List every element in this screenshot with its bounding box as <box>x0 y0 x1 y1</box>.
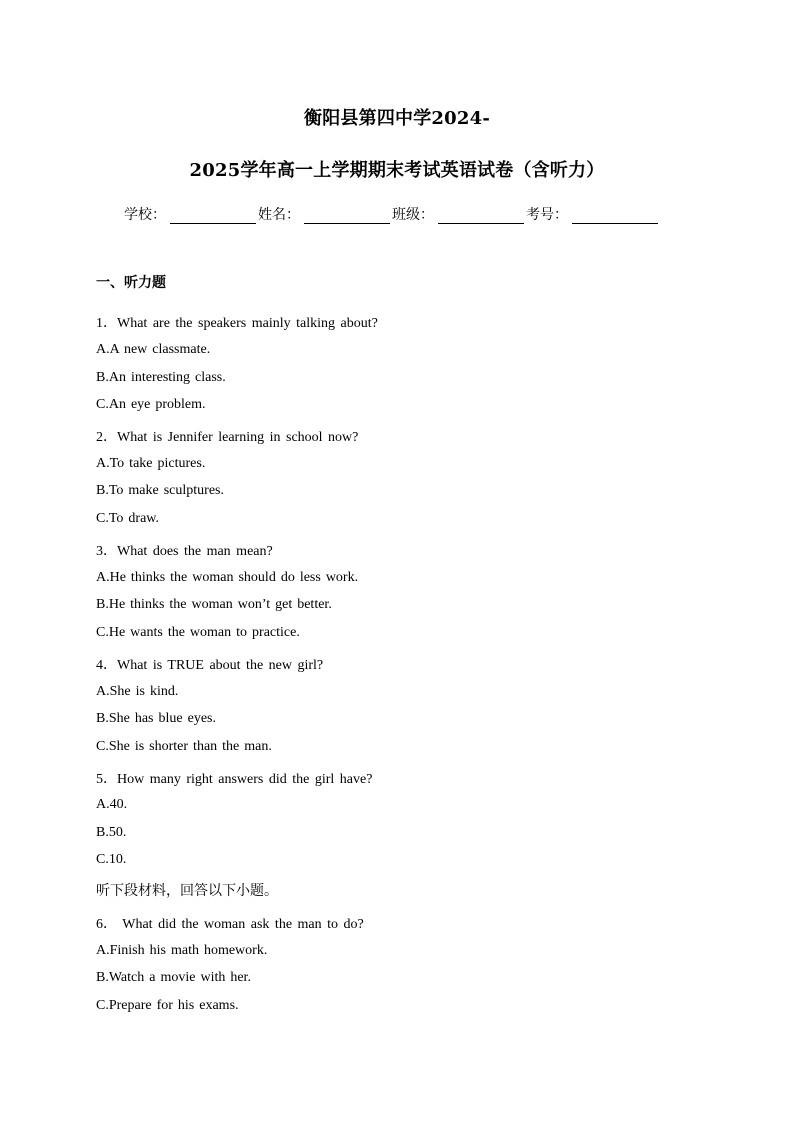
student-info-row <box>124 204 684 224</box>
exam-number-field <box>526 204 660 224</box>
question-3-prompt: 3．What does the man mean? <box>96 544 273 559</box>
school-blank <box>170 209 256 224</box>
class-field <box>392 204 526 224</box>
class-blank <box>438 209 524 224</box>
exam-title-line-2: 2025学年高一上学期期末考试英语试卷（含听力） <box>189 160 605 181</box>
question-6-option-b: B.Watch a movie with her. <box>96 970 251 985</box>
question-4-option-b: B.She has blue eyes. <box>96 711 216 726</box>
class-label: 班级： <box>392 207 434 223</box>
question-6-option-a: A.Finish his math homework. <box>96 943 268 958</box>
question-3-option-a: A.He thinks the woman should do less work. <box>96 570 359 585</box>
question-5-option-a: A.40. <box>96 797 128 812</box>
question-1-option-a: A.A new classmate. <box>96 342 211 357</box>
question-3-option-b: B.He thinks the woman won’t get better. <box>96 597 332 612</box>
question-5-option-c: C.10. <box>96 852 127 867</box>
exam-number-blank <box>572 209 658 224</box>
question-4-option-c: C.She is shorter than the man. <box>96 739 272 754</box>
name-blank <box>304 209 390 224</box>
question-6-option-c: C.Prepare for his exams. <box>96 998 239 1013</box>
question-1-prompt: 1．What are the speakers mainly talking about? <box>96 316 378 331</box>
school-field <box>124 204 258 224</box>
exam-number-label: 考号： <box>526 207 568 223</box>
name-field <box>258 204 392 224</box>
question-2-option-a: A.To take pictures. <box>96 456 206 471</box>
question-5-prompt: 5．How many right answers did the girl have? <box>96 772 373 787</box>
question-6-prompt: 6． What did the woman ask the man to do? <box>96 917 364 932</box>
school-label: 学校： <box>124 207 166 223</box>
section-heading-listening: 一、听力题 <box>96 275 166 291</box>
question-1-option-c: C.An eye problem. <box>96 397 206 412</box>
question-4-prompt: 4．What is TRUE about the new girl? <box>96 658 324 673</box>
question-2-prompt: 2．What is Jennifer learning in school now? <box>96 430 359 445</box>
question-5-option-b: B.50. <box>96 825 127 840</box>
question-4-option-a: A.She is kind. <box>96 684 179 699</box>
question-1-option-b: B.An interesting class. <box>96 370 226 385</box>
question-2-option-c: C.To draw. <box>96 511 159 526</box>
exam-title-line-1: 衡阳县第四中学2024- <box>304 108 490 129</box>
name-label: 姓名： <box>258 207 300 223</box>
question-3-option-c: C.He wants the woman to practice. <box>96 625 300 640</box>
listening-instruction: 听下段材料，回答以下小题。 <box>96 883 278 899</box>
question-2-option-b: B.To make sculptures. <box>96 483 224 498</box>
